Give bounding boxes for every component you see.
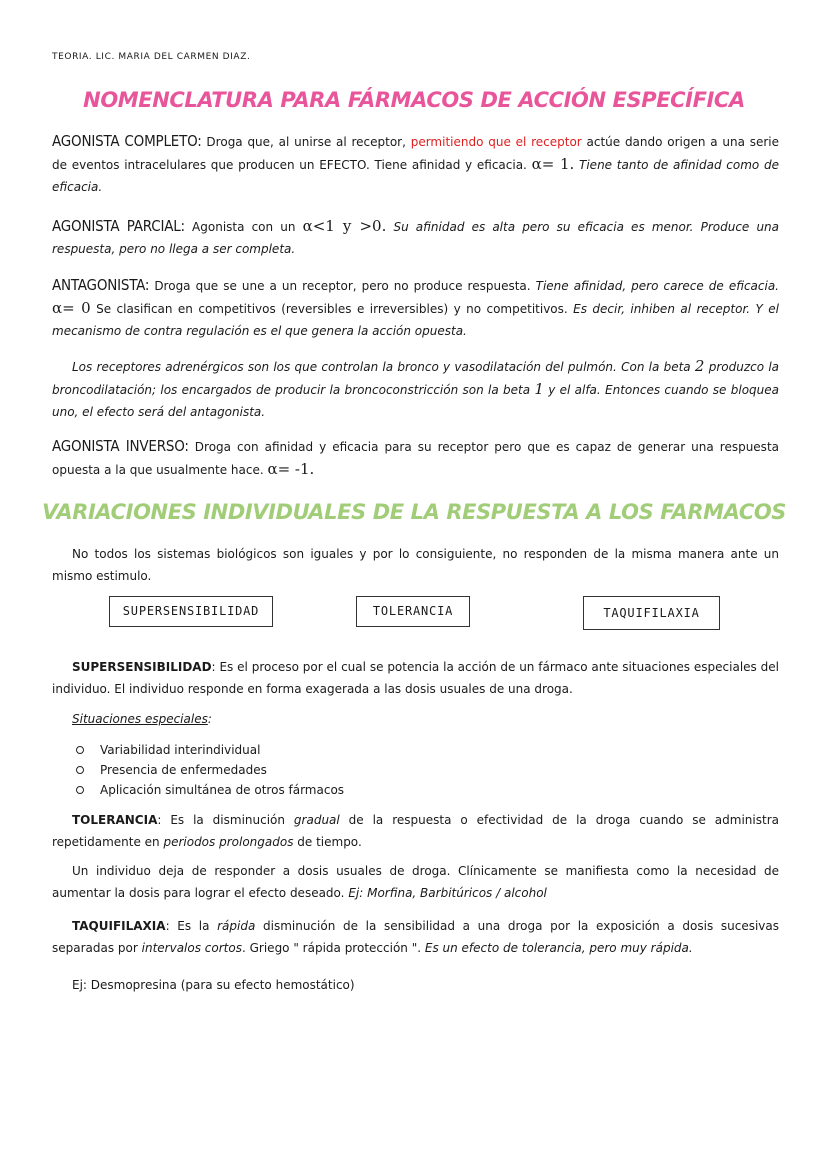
text-italic: Ej: Morfina, Barbitúricos / alcohol xyxy=(348,886,547,900)
circle-bullet-icon xyxy=(76,766,84,774)
paragraph-antagonista xyxy=(52,274,779,342)
header-author-line: TEORIA. LIC. MARIA DEL CARMEN DIAZ. xyxy=(52,52,251,62)
box-taquifilaxia xyxy=(583,596,720,630)
list-item xyxy=(76,780,344,800)
list-item xyxy=(76,740,344,760)
text-italic: Tiene tanto de afinidad como de eficacia. xyxy=(52,158,779,194)
paragraph-intro-variaciones: No todos los sistemas biológicos son iguales y por lo consiguiente, no responden de la misma manera ante un mismo estimulo. xyxy=(52,547,779,583)
paragraph-ejemplo: Ej: Desmopresina (para su efecto hemostático) xyxy=(72,978,355,992)
paragraph-agonista-completo xyxy=(52,130,779,198)
list-item-text: Presencia de enfermedades xyxy=(100,763,267,777)
paragraph-supersensibilidad xyxy=(52,656,779,700)
paragraph-agonista-parcial xyxy=(52,215,779,260)
text: disminución de la sensibilidad a una droga por la exposición a dosis sucesivas separadas por xyxy=(52,919,779,955)
box-tolerancia xyxy=(356,596,470,627)
text: : Es el proceso por el cual se potencia la acción de un fármaco ante situaciones especiales del individuo. El individuo responde en forma exagerada a las dosis usuales de una droga. xyxy=(52,660,779,696)
text: de tiempo. xyxy=(293,835,362,849)
box-label: TAQUIFILAXIA xyxy=(603,606,700,620)
box-supersensibilidad xyxy=(109,596,273,627)
paragraph-agonista-inverso xyxy=(52,435,779,481)
alpha-value: α= 0 xyxy=(52,299,91,317)
beta-number: 1 xyxy=(534,380,544,398)
situaciones-label: Situaciones especiales xyxy=(72,712,208,726)
highlight-red: permitiendo que el receptor xyxy=(410,135,582,149)
term-taquifilaxia: TAQUIFILAXIA xyxy=(72,919,166,933)
alpha-value: α= 1. xyxy=(531,155,575,173)
paragraph-tolerancia-2 xyxy=(52,860,779,904)
list-item-text: Variabilidad interindividual xyxy=(100,743,261,757)
situaciones-heading xyxy=(72,708,372,730)
text: Se clasifican en competitivos (reversibles e irreversibles) y no competitivos. xyxy=(90,302,574,316)
text: Droga que, al unirse al receptor, xyxy=(201,135,411,149)
alpha-value: α= -1. xyxy=(267,460,315,478)
paragraph-receptores xyxy=(52,355,779,423)
text: Droga que se une a un receptor, pero no produce respuesta. xyxy=(149,279,536,293)
section-title-nomenclatura: NOMENCLATURA PARA FÁRMACOS DE ACCIÓN ESPECÍFICA xyxy=(83,88,745,112)
text: produzco la broncodilatación; los encargados de producir la broncoconstricción son la beta xyxy=(52,360,780,397)
term-agonista-inverso: AGONISTA INVERSO: xyxy=(52,437,189,455)
text: y el alfa. Entonces cuando se bloquea uno, el efecto será del antagonista. xyxy=(52,383,779,419)
text: Droga con afinidad y eficacia para su receptor pero que es capaz de generar una respuesta opuesta a la que usualmente hace. xyxy=(52,440,779,477)
text: : Es la xyxy=(165,919,218,933)
paragraph-tolerancia xyxy=(52,809,779,853)
text: Un individuo deja de responder a dosis usuales de droga. Clínicamente se manifiesta como la necesidad de aumentar la dosis para lograr el efecto deseado. xyxy=(52,864,779,900)
term-agonista-parcial: AGONISTA PARCIAL: xyxy=(52,217,185,235)
term-tolerancia: TOLERANCIA xyxy=(72,813,158,827)
text-italic: periodos prolongados xyxy=(163,835,294,849)
alpha-value: α<1 y >0. xyxy=(302,217,387,235)
text: : Es la disminución xyxy=(157,813,294,827)
text-italic: Es decir, inhiben al receptor. Y el mecanismo de contra regulación es el que genera la acción opuesta. xyxy=(52,302,780,338)
paragraph-taquifilaxia xyxy=(52,915,779,959)
text: . Griego " rápida protección ". xyxy=(241,941,425,955)
section-title-variaciones: VARIACIONES INDIVIDUALES DE LA RESPUESTA A LOS FARMACOS xyxy=(41,500,787,524)
list-item xyxy=(76,760,344,780)
text-italic: rápida xyxy=(217,919,256,933)
term-supersensibilidad: SUPERSENSIBILIDAD xyxy=(72,660,212,674)
list-item-text: Aplicación simultánea de otros fármacos xyxy=(100,783,345,797)
beta-number: 2 xyxy=(694,357,705,375)
text: actúe dando origen a una serie de eventos intracelulares que producen un EFECTO. Tiene afinidad y eficacia. xyxy=(52,135,780,172)
text-italic: Su afinidad es alta pero su eficacia es menor. Produce una respuesta, pero no llega a ser completa. xyxy=(52,220,780,256)
box-label: SUPERSENSIBILIDAD xyxy=(122,604,260,618)
box-label: TOLERANCIA xyxy=(372,604,454,618)
colon: : xyxy=(207,712,212,726)
text-italic: intervalos cortos xyxy=(141,941,242,955)
text-italic: gradual xyxy=(293,813,340,827)
term-antagonista: ANTAGONISTA: xyxy=(52,276,150,294)
circle-bullet-icon xyxy=(76,786,84,794)
circle-bullet-icon xyxy=(76,746,84,754)
text: Los receptores adrenérgicos son los que controlan la bronco y vasodilatación del pulmón. Con la beta xyxy=(72,360,695,374)
text-italic: Tiene afinidad, pero carece de eficacia. xyxy=(535,279,780,293)
situaciones-list xyxy=(76,740,344,800)
text: de la respuesta o efectividad de la droga cuando se administra repetidamente en xyxy=(52,813,779,849)
text: Agonista con un xyxy=(184,220,303,234)
text-italic: Es un efecto de tolerancia, pero muy rápida. xyxy=(424,941,693,955)
term-agonista-completo: AGONISTA COMPLETO: xyxy=(52,132,202,150)
